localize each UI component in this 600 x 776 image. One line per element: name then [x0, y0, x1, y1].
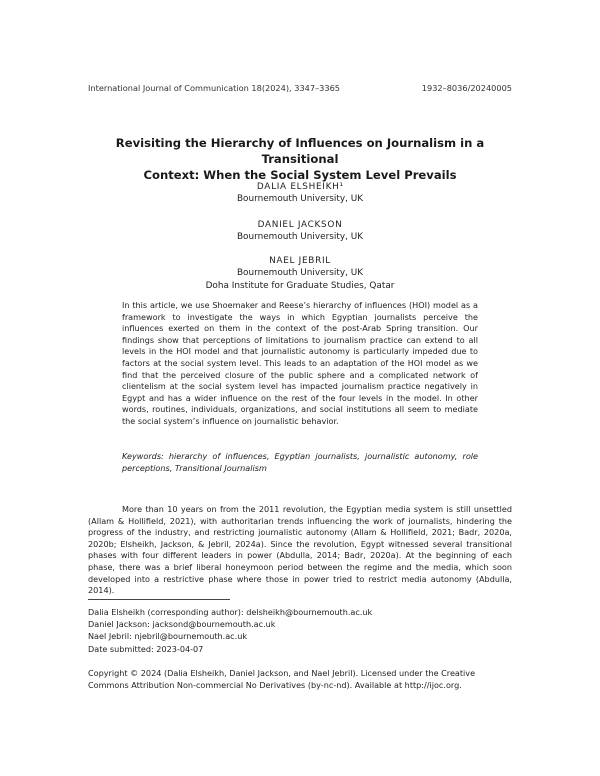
title-line-1: Revisiting the Hierarchy of Influences on Journalism in a Transitional — [115, 136, 485, 166]
author-1-marker: ¹ — [339, 182, 344, 192]
author-3-name: NAEL JEBRIL — [269, 256, 331, 266]
author-1-affiliation: Bournemouth University, UK — [236, 194, 364, 205]
footnote-corresponding-author: Dalia Elsheikh (corresponding author): delsheikh@bournemouth.ac.uk — [88, 607, 373, 617]
running-header — [88, 83, 512, 97]
author-2-affiliation: Bournemouth University, UK — [236, 232, 364, 243]
footnote-author-3-email: Nael Jebril: njebril@bournemouth.ac.uk — [88, 631, 248, 642]
title-line-2: Context: When the Social System Level Prevails — [143, 168, 457, 182]
author-3-affiliation-2: Doha Institute for Graduate Studies, Qatar — [205, 280, 395, 291]
author-2 — [88, 219, 512, 244]
author-3 — [88, 255, 512, 292]
abstract: In this article, we use Shoemaker and Reese’s hierarchy of influences (HOI) model as a framework to investigate the ways in which Egyptian journalists perceive the influences exerted on them in the context of the post-Arab Spring transition. Our findings show that perceptions of limitations to journalism practice can extend to all levels in the HOI model and that journalistic autonomy is particularly impeded due to factors at the social system level. This leads to an adaptation of the HOI model as we find that the perceived closure of the public sphere and a complicated network of clientelism at the social system level has impacted journalism practice negatively in Egypt and has a wider influence on the rest of the four levels in the model. In other words, routines, individuals, organizations, and social institutions all seem to mediate the social system’s influence on journalistic behavior. — [122, 300, 478, 426]
journal-citation: International Journal of Communication 18(2024), 3347–3365 — [88, 83, 341, 93]
footnote-author-2-email: Daniel Jackson: jacksond@bournemouth.ac.uk — [88, 619, 276, 630]
body-paragraph: More than 10 years on from the 2011 revolution, the Egyptian media system is still unsettled (Allam & Hollifield, 2021), with authoritarian trends influencing the work of journalists, hindering the progress of the industry, and restricting journalistic autonomy (Allam & Hollifield, 2021; Badr, 2020a, 2020b; Elsheikh, Jackson, & Jebril, 2024a). Since the revolution, Egypt witnessed several transitional phases with four different leaders in power (Abdulla, 2014; Badr, 2020a). At the beginning of each phase, there was a brief liberal honeymoon period between the regime and the media, which soon developed into a restrictive phase where those in power tried to restrict media autonomy (Abdulla, 2014). — [88, 504, 512, 596]
footnotes — [88, 606, 512, 655]
issn-number: 1932–8036/20240005 — [421, 83, 512, 93]
author-1 — [88, 181, 512, 206]
author-1-name: DALIA ELSHEIKH — [256, 182, 340, 192]
copyright-notice: Copyright © 2024 (Dalia Elsheikh, Daniel Jackson, and Nael Jebril). Licensed under the Creative Commons Attribution Non-commercial No Derivatives (by-nc-nd). Available at http://ijoc.org. — [88, 668, 476, 690]
author-3-affiliation: Bournemouth University, UK — [236, 268, 364, 279]
author-2-name: DANIEL JACKSON — [257, 220, 343, 230]
footnote-date-submitted: Date submitted: 2023-04-07 — [88, 643, 204, 654]
footnote-divider — [88, 599, 230, 600]
paper-title — [88, 135, 512, 183]
keywords: Keywords: hierarchy of influences, Egyptian journalists, journalistic autonomy, role perceptions, Transitional Journalism — [122, 451, 478, 473]
